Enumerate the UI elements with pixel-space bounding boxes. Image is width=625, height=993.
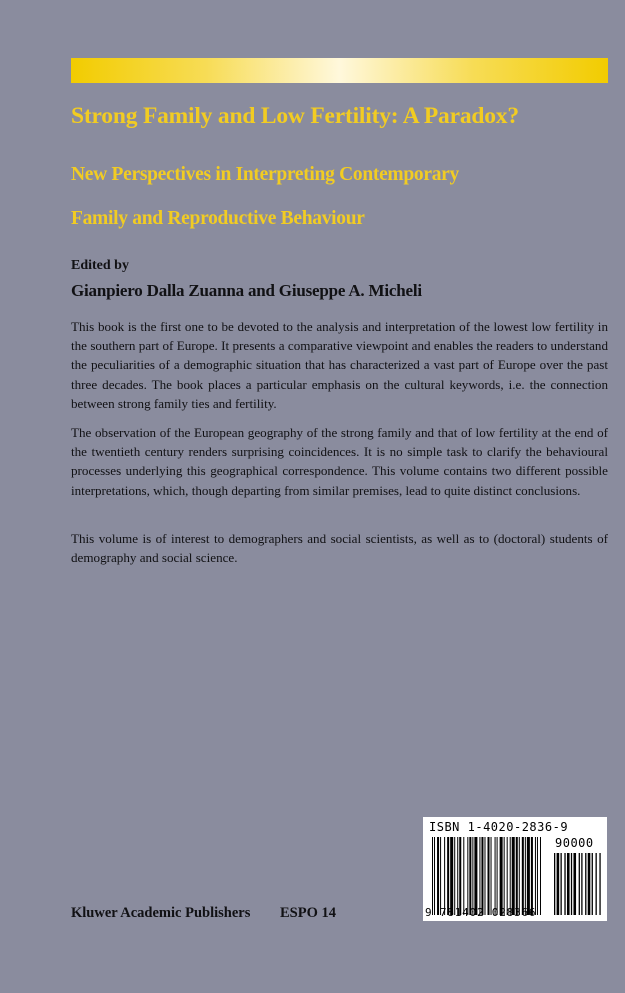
subtitle-line-2: Family and Reproductive Behaviour: [71, 208, 365, 229]
isbn-number: ISBN 1-4020-2836-9: [429, 820, 569, 834]
decorative-gradient-bar: [71, 58, 608, 83]
publisher-name: Kluwer Academic Publishers: [71, 905, 251, 921]
addon-barcode-icon: [554, 853, 602, 915]
ean-barcode-icon: [432, 837, 542, 915]
series-label: ESPO 14: [280, 905, 336, 921]
ean-digits: 9 781402 028366: [425, 906, 537, 919]
edited-by-label: Edited by: [71, 258, 129, 273]
description-paragraph-1: This book is the first one to be devoted to the analysis and interpretation of the lowest low fertility in the southern part of Europe. It presents a comparative viewpoint and enables the readers to understand the peculiarities of a demographic situation that has characterized a vast part of Europe over the past three decades. The book places a particular emphasis on the cultural keywords, i.e. the connection between strong family ties and fertility.: [71, 319, 608, 411]
book-title: Strong Family and Low Fertility: A Paradox?: [71, 103, 519, 129]
barcode-addon-digits: 90000: [555, 836, 594, 850]
description-paragraph-3: This volume is of interest to demographers and social scientists, as well as to (doctoral) students of demography and social science.: [71, 531, 608, 566]
subtitle-line-1: New Perspectives in Interpreting Contemporary: [71, 164, 459, 185]
editors-names: Gianpiero Dalla Zuanna and Giuseppe A. Micheli: [71, 281, 422, 300]
book-subtitle: [71, 153, 611, 241]
isbn-barcode-block: [423, 817, 607, 921]
description-paragraph-2: The observation of the European geography of the strong family and that of low fertility at the end of the twentieth century renders surprising coincidences. It is no simple task to clarify the behavioural processes underlying this geographical correspondence. This volume contains two different possible interpretations, which, though departing from similar premises, lead to quite distinct conclusions.: [71, 425, 608, 498]
